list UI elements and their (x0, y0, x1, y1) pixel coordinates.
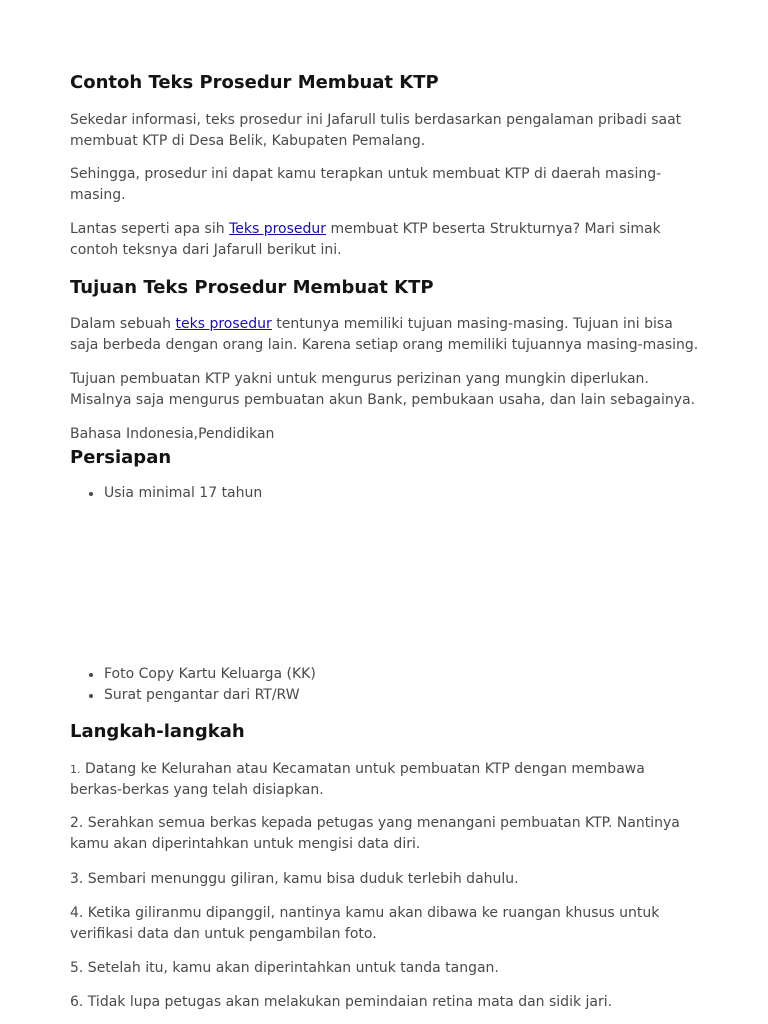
intro-paragraph-1: Sekedar informasi, teks prosedur ini Jafarull tulis berdasarkan pengalaman pribadi saat membuat KTP di Desa Belik, Kabupaten Pemalang. (70, 112, 682, 149)
list-item: Surat pengantar dari RT/RW (70, 685, 316, 706)
persiapan-list-bottom (70, 664, 316, 706)
list-item: Usia minimal 17 tahun (70, 483, 262, 504)
langkah-heading: Langkah-langkah (70, 721, 245, 742)
teks-prosedur-inline-link[interactable]: teks prosedur (175, 316, 272, 332)
step-5: 5. Setelah itu, kamu akan diperintahkan untuk tanda tangan. (70, 960, 499, 976)
tujuan-p1-text-after: tentunya memiliki tujuan masing-masing. Tujuan ini bisa saja berbeda dengan orang lain. Karena setiap orang memiliki tujuannya masing-masing. (70, 316, 699, 353)
tujuan-paragraph-2: Tujuan pembuatan KTP yakni untuk mengurus perizinan yang mungkin diperlukan. Misalnya saja mengurus pembuatan akun Bank, pembukaan usaha, dan lain sebagainya. (70, 371, 696, 408)
persiapan-heading: Persiapan (70, 447, 172, 468)
tujuan-paragraph-1 (70, 314, 700, 356)
intro-paragraph-3 (70, 219, 700, 261)
tujuan-heading: Tujuan Teks Prosedur Membuat KTP (70, 277, 434, 298)
step-2: 2. Serahkan semua berkas kepada petugas yang menangani pembuatan KTP. Nantinya kamu akan diperintahkan untuk mengisi data diri. (70, 815, 680, 852)
list-item: Foto Copy Kartu Keluarga (KK) (70, 664, 316, 685)
intro-paragraph-2: Sehingga, prosedur ini dapat kamu terapkan untuk membuat KTP di daerah masing-masing. (70, 166, 662, 203)
persiapan-list-top (70, 483, 262, 504)
step-1 (70, 759, 700, 801)
step-6: 6. Tidak lupa petugas akan melakukan pemindaian retina mata dan sidik jari. (70, 994, 613, 1010)
teks-prosedur-link[interactable]: Teks prosedur (229, 221, 327, 237)
step-1-text: Datang ke Kelurahan atau Kecamatan untuk pembuatan KTP dengan membawa berkas-berkas yang telah disiapkan. (70, 761, 645, 798)
category-tags: Bahasa Indonesia,Pendidikan (70, 426, 275, 442)
step-3: 3. Sembari menunggu giliran, kamu bisa duduk terlebih dahulu. (70, 871, 519, 887)
intro-p3-text-before: Lantas seperti apa sih (70, 221, 230, 237)
tujuan-p1-text-before: Dalam sebuah (70, 316, 176, 332)
step-4: 4. Ketika giliranmu dipanggil, nantinya kamu akan dibawa ke ruangan khusus untuk verifikasi data dan untuk pengambilan foto. (70, 905, 660, 942)
intro-p3-text-after: membuat KTP beserta Strukturnya? Mari simak contoh teksnya dari Jafarull berikut ini. (70, 221, 661, 258)
article-title: Contoh Teks Prosedur Membuat KTP (70, 72, 439, 93)
step-1-number: 1. (70, 763, 81, 776)
